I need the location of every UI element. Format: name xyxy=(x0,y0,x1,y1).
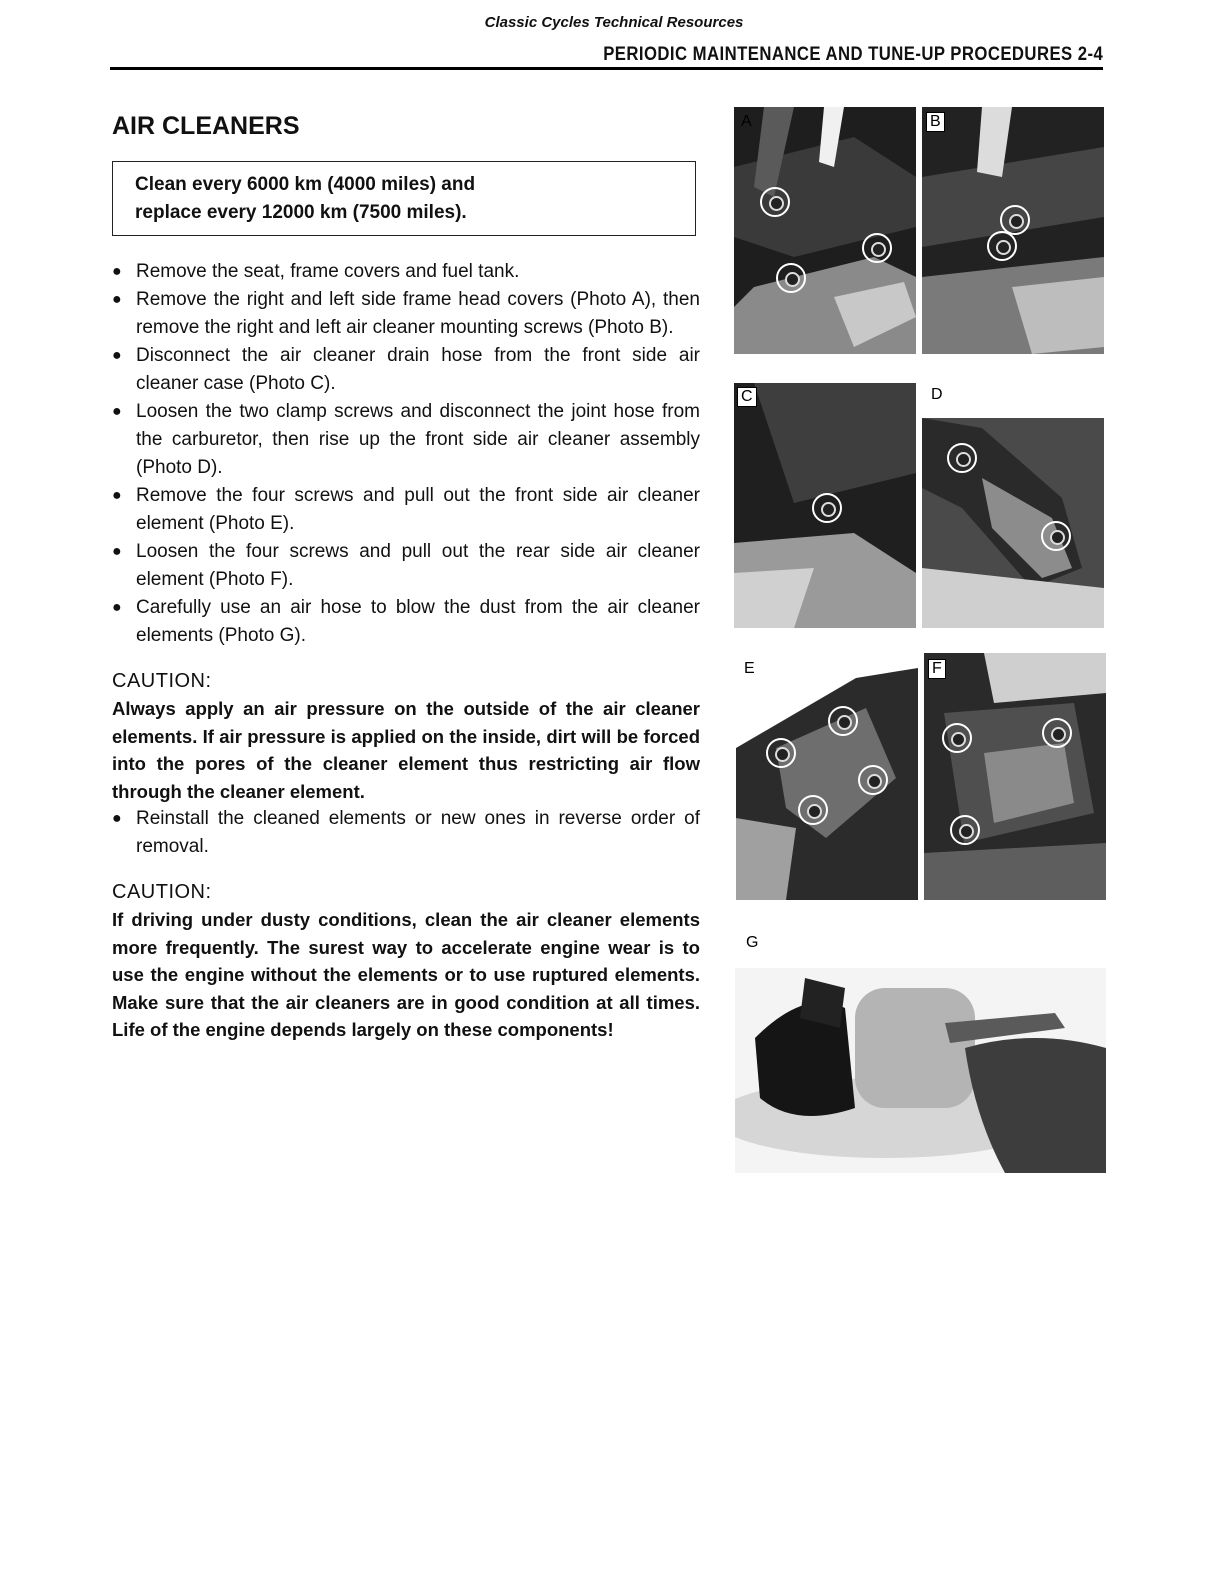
screw-marker xyxy=(776,263,806,293)
step-text: Reinstall the cleaned elements or new ones in reverse order of removal. xyxy=(136,808,700,857)
screw-marker xyxy=(1041,521,1071,551)
photo-g xyxy=(735,968,1106,1173)
list-item xyxy=(112,258,700,286)
screw-marker xyxy=(766,738,796,768)
photo-f xyxy=(924,653,1106,900)
interval-line-1: Clean every 6000 km (4000 miles) and xyxy=(135,174,476,195)
list-item xyxy=(112,538,700,594)
header-divider xyxy=(110,67,1103,70)
step-text: Remove the right and left side frame head covers (Photo A), then remove the right and left air cleaner mounting screws (Photo B). xyxy=(136,289,700,338)
text-column xyxy=(112,112,700,1044)
caution-label: CAUTION: xyxy=(112,881,212,903)
interval-box xyxy=(112,161,696,236)
photo-label-c: C xyxy=(737,387,757,407)
air-hose-photo-image xyxy=(735,968,1106,1173)
screw-marker xyxy=(760,187,790,217)
caution-text: If driving under dusty conditions, clean the air cleaner elements more frequently. The surest way to accelerate engine wear is to use the engine without the elements or to use ruptured elements. Make sure that the air cleaners are in good condition at all times. Life of the engine depends largely on these components! xyxy=(112,909,700,1040)
photo-b xyxy=(922,107,1104,354)
engine-photo-image xyxy=(736,668,918,900)
interval-line-2: replace every 12000 km (7500 miles). xyxy=(135,202,467,223)
screw-marker xyxy=(942,723,972,753)
list-item xyxy=(112,482,700,538)
photo-label-g: G xyxy=(746,934,759,951)
step-text: Carefully use an air hose to blow the dust from the air cleaner elements (Photo G). xyxy=(136,597,700,646)
screw-marker xyxy=(812,493,842,523)
bullet-icon: ● xyxy=(112,810,122,827)
photo-c xyxy=(734,383,916,628)
step-text: Remove the four screws and pull out the front side air cleaner element (Photo E). xyxy=(136,485,700,534)
bullet-icon: ● xyxy=(112,291,122,308)
reinstall-steps xyxy=(112,805,700,861)
photo-label-b: B xyxy=(926,112,945,132)
caution-label: CAUTION: xyxy=(112,670,212,692)
bullet-icon: ● xyxy=(112,487,122,504)
list-item xyxy=(112,594,700,650)
section-title: PERIODIC MAINTENANCE AND TUNE-UP PROCEDURES 2-4 xyxy=(602,44,1103,65)
step-text: Remove the seat, frame covers and fuel tank. xyxy=(136,261,520,282)
site-header: Classic Cycles Technical Resources xyxy=(484,14,744,31)
list-item xyxy=(112,286,700,342)
photo-label-f: F xyxy=(928,659,946,679)
screw-marker xyxy=(1042,718,1072,748)
list-item xyxy=(112,398,700,482)
list-item xyxy=(112,805,700,861)
step-text: Disconnect the air cleaner drain hose from the front side air cleaner case (Photo C). xyxy=(136,345,700,394)
list-item xyxy=(112,342,700,398)
bullet-icon: ● xyxy=(112,403,122,420)
page-title: AIR CLEANERS xyxy=(112,112,300,140)
photo-a xyxy=(734,107,916,354)
photo-label-a: A xyxy=(741,113,752,130)
photo-d xyxy=(922,418,1104,628)
bullet-icon: ● xyxy=(112,543,122,560)
photo-e xyxy=(736,668,918,900)
bullet-icon: ● xyxy=(112,347,122,364)
screw-marker xyxy=(798,795,828,825)
step-text: Loosen the four screws and pull out the rear side air cleaner element (Photo F). xyxy=(136,541,700,590)
engine-photo-image xyxy=(924,653,1106,900)
bullet-icon: ● xyxy=(112,263,122,280)
screw-marker xyxy=(828,706,858,736)
screw-marker xyxy=(987,231,1017,261)
screw-marker xyxy=(950,815,980,845)
screw-marker xyxy=(947,443,977,473)
bullet-icon: ● xyxy=(112,599,122,616)
screw-marker xyxy=(858,765,888,795)
photo-label-d: D xyxy=(931,386,943,403)
photo-label-e: E xyxy=(744,660,755,677)
procedure-steps xyxy=(112,258,700,650)
step-text: Loosen the two clamp screws and disconnect the joint hose from the carburetor, then rise up the front side air cleaner assembly (Photo D). xyxy=(136,401,700,478)
engine-photo-image xyxy=(734,107,916,354)
caution-text: Always apply an air pressure on the outside of the air cleaner elements. If air pressure is applied on the inside, dirt will be forced into the pores of the cleaner element thus restricting air flow through the cleaner element. xyxy=(112,698,700,802)
screw-marker xyxy=(862,233,892,263)
